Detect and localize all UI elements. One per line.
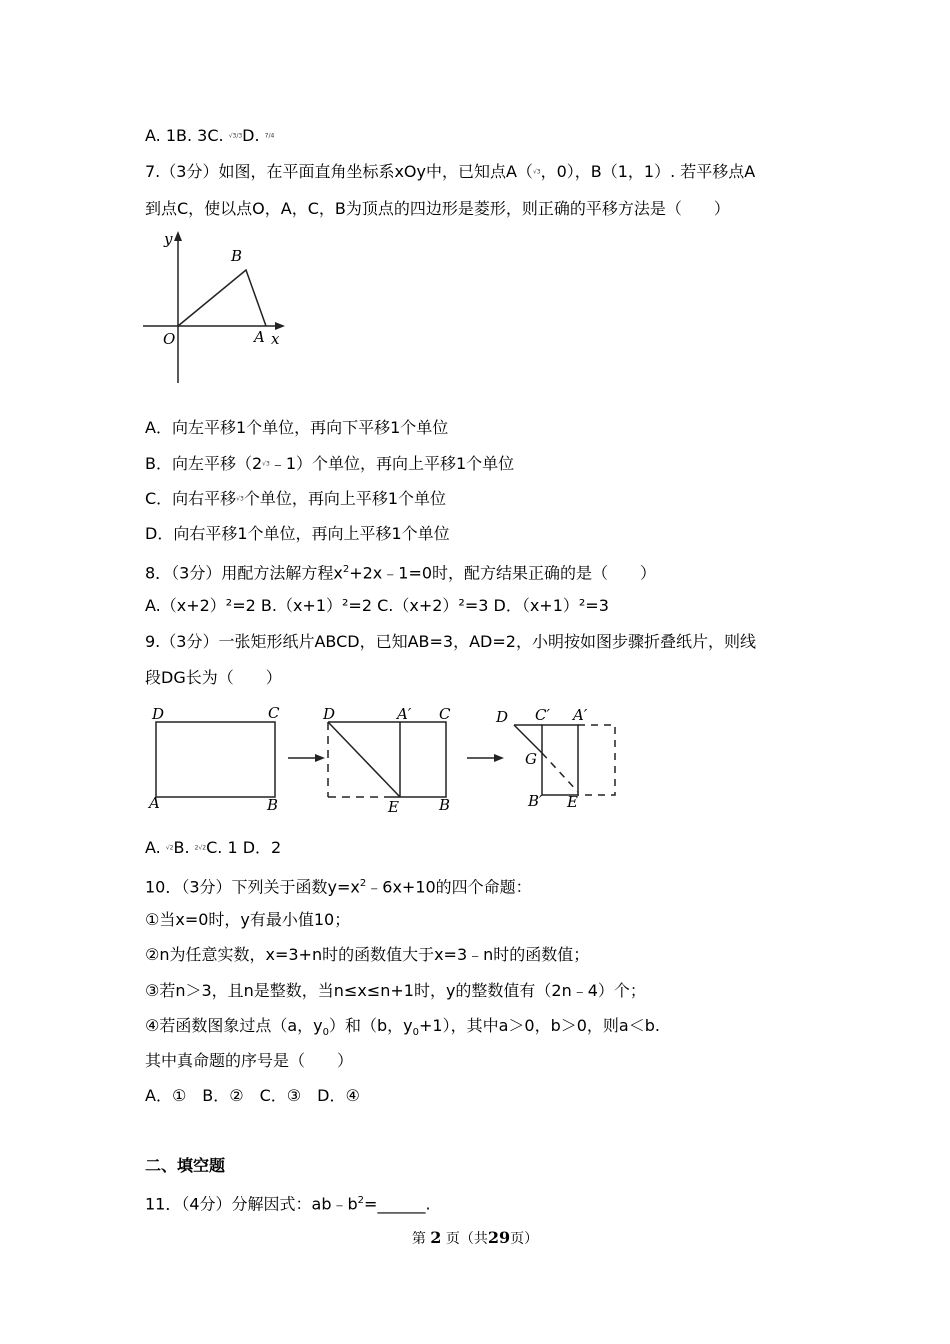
q7-option-c: C．向右平移√3个单位，再向上平移1个单位 [145,489,447,508]
q10-proposition-4: ④若函数图象过点（a，$y_0$）和（b，$y_0+1$），其中a＞0，b＞0，则a＜b. [145,1016,660,1039]
q6-options [145,124,274,149]
q9-fig3-label-e: E [567,793,578,811]
q6-option-c: C. [207,126,229,145]
q9-fig3-rect [542,725,578,795]
q8-stem: 8．（3分）用配方法解方程$x^2+2x﹣1=0$时，配方结果正确的是（ ） [145,563,657,583]
q6-option-c-fraction: √3/3 [228,132,243,140]
q9-fig2-label-e: E [388,798,399,816]
q9-arrow-1-head-icon [315,754,325,762]
q9-fig2-label-d: D [323,705,336,723]
q6-option-d: D. [242,126,265,145]
q7-option-a: A．向左平移1个单位，再向下平移1个单位 [145,418,449,437]
q10-proposition-1: ①当x=0时，y有最小值10； [145,910,351,929]
q9-fig2-fold-diagonal [328,722,400,797]
q9-stem-line1: 9.（3分）一张矩形纸片ABCD，已知AB=3，AD=2，小明按如图步骤折叠纸片，则线 [145,632,756,651]
q6-option-d-fraction: 7/4 [264,132,275,140]
page-number: 2 [430,1228,442,1247]
q7-figure [143,228,293,388]
q9-fig3-dashed-right [578,725,615,795]
q9-arrow-2-head-icon [494,754,504,762]
q9-figure [143,700,633,818]
q9-rect-1 [156,722,275,797]
q9-fig2-label-c: C [439,705,451,723]
q9-fig1-label-c: C [268,704,280,722]
q6-option-b: B. 3 [176,126,208,145]
q9-fig3-dashed-diagonal [542,753,578,792]
q7-x-arrow-icon [275,322,285,330]
q7-label-x: x [271,330,280,348]
q10-proposition-3: ③若n＞3，且n是整数，当n≤x≤n+1时，y的整数值有（2n﹣4）个； [145,981,646,1000]
q9-fig3-label-d: D [496,708,509,726]
q9-fig2-label-b: B [439,796,451,814]
q9-fig1-label-a: A [149,794,160,812]
q9-fig2-label-a-prime: A′ [397,705,412,723]
q7-option-b: B．向左平移（2√3﹣1）个单位，再向上平移1个单位 [145,454,515,473]
section-2-title: 二、填空题 [145,1156,226,1175]
q10-proposition-2: ②n为任意实数，x=3+n时的函数值大于x=3﹣n时的函数值； [145,945,590,964]
q7-stem-line2: 到点C，使以点O，A，C，B为顶点的四边形是菱形，则正确的平移方法是（ ） [145,199,730,218]
q7-option-d: D．向右平移1个单位，再向上平移1个单位 [145,524,450,543]
q11-stem: 11．（4分）分解因式：$ab﹣b^2=\_\_\_\_\_\_$. [145,1194,431,1214]
q9-fig3-fold-diagonal [514,725,542,753]
q10-question: 其中真命题的序号是（ ） [145,1051,354,1070]
q10-stem: 10．（3分）下列关于函数$y=x^2﹣6x+10$的四个命题： [145,877,532,897]
q6-option-a: A. 1 [145,126,177,145]
q9-fig3-label-b-prime: B′ [528,792,543,810]
q9-fig1-label-b: B [267,796,279,814]
q7-triangle [178,270,266,326]
q10-options: A．① B．② C．③ D．④ [145,1086,360,1105]
q7-label-b: B [231,247,243,265]
q9-fig1-label-d: D [152,705,165,723]
q7-stem-line1: 7.（3分）如图，在平面直角坐标系xOy中，已知点A（√3，0），B（1，1）. 若平移点A [145,162,756,181]
q7-label-a: A [254,328,265,346]
q9-options: A. √2B. 2√2C. 1 D．2 [145,838,282,857]
q9-stem-line2: 段DG长为（ ） [145,668,282,687]
q9-fig2-outline [328,722,446,797]
q7-label-o: O [163,330,176,348]
q9-fig3-label-c-prime: C′ [535,706,550,724]
q9-fig3-label-a-prime: A′ [573,706,588,724]
q7-label-y: y [164,230,173,248]
q7-y-arrow-icon [174,231,182,241]
q7-sqrt3: √3 [532,168,541,176]
q8-options: A.（x+2）²=2 B.（x+1）²=2 C.（x+2）²=3 D．（x+1）²=3 [145,596,609,615]
page-footer: 第 2 页（共29页） [411,1228,539,1247]
q9-fig3-label-g: G [525,750,537,768]
total-pages: 29 [487,1228,511,1247]
